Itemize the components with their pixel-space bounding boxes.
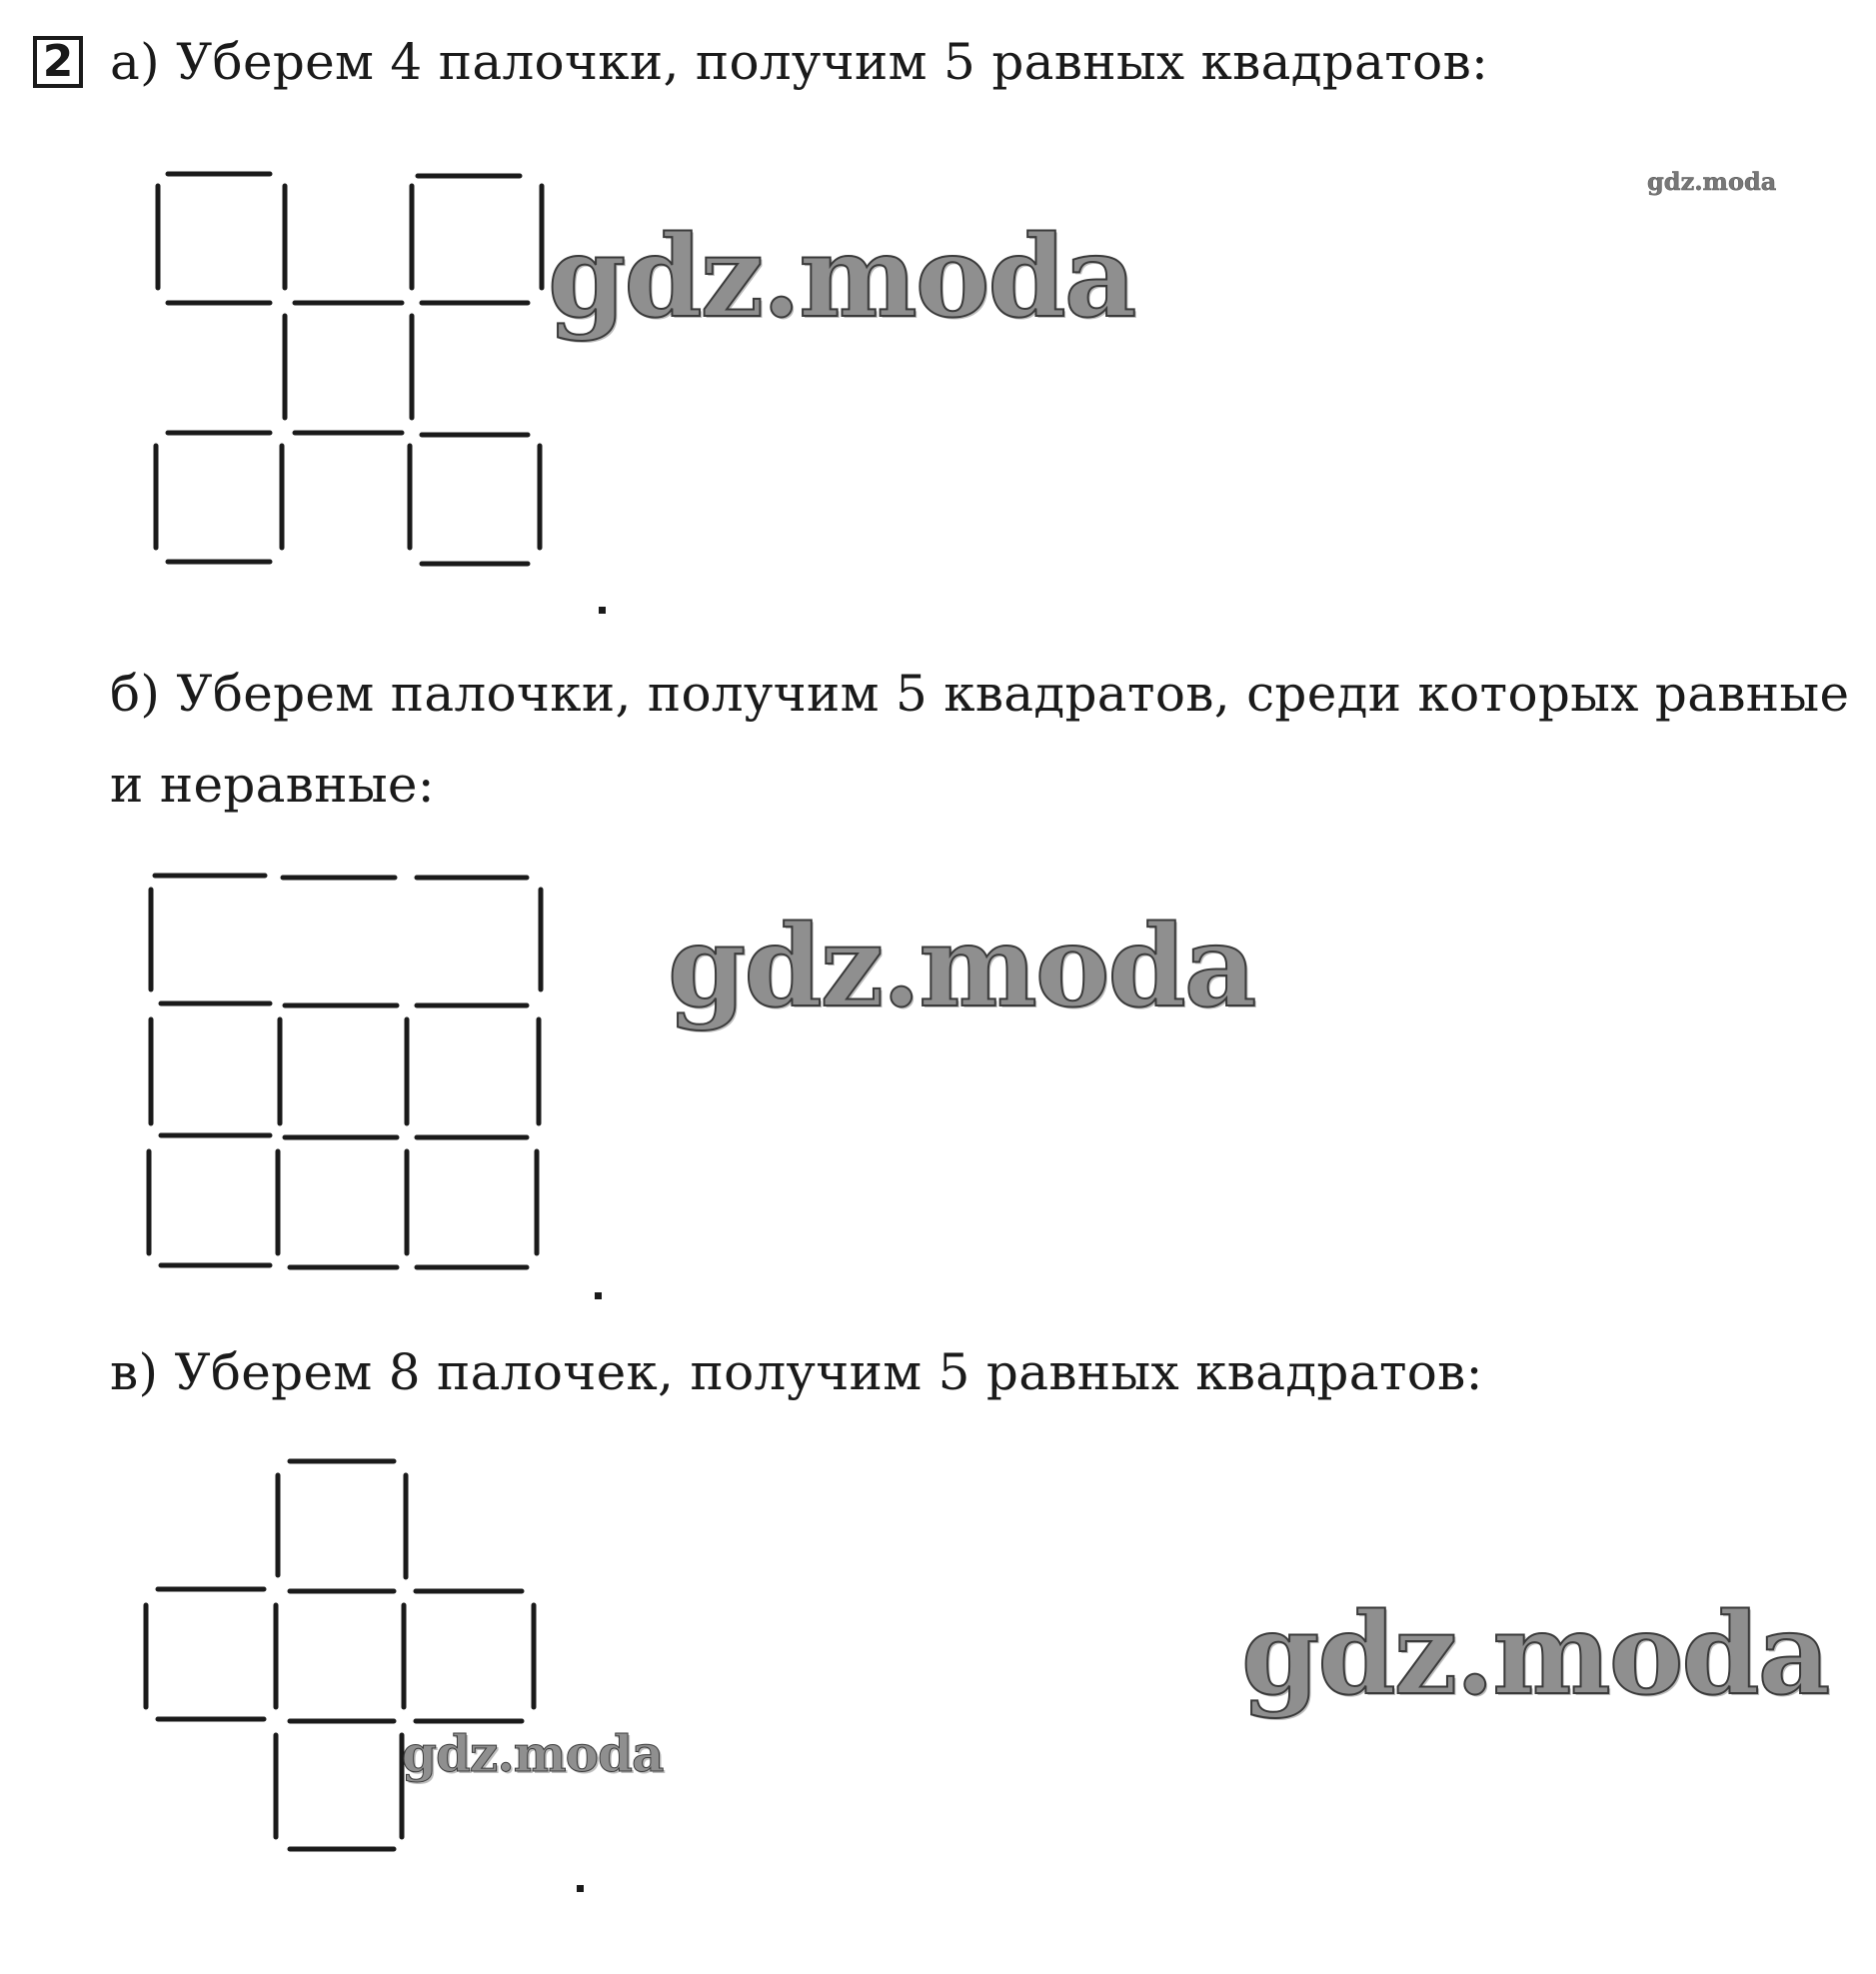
part-b-text-line2: и неравные: [110, 756, 435, 814]
period-a [599, 607, 606, 614]
figure-c-matchsticks [130, 1447, 560, 1877]
watermark-c-small: gdz.moda [402, 1724, 664, 1783]
part-b-text-line1: б) Уберем палочки, получим 5 квадратов, среди которых равные [110, 665, 1850, 723]
task-number: 2 [33, 36, 83, 88]
part-a-text: а) Уберем 4 палочки, получим 5 равных квадратов: [110, 33, 1489, 91]
figure-b-matchsticks [135, 862, 565, 1291]
part-c-text: в) Уберем 8 палочек, получим 5 равных квадратов: [110, 1343, 1483, 1401]
period-b [595, 1292, 602, 1299]
figure-a-matchsticks [140, 160, 560, 590]
watermark-b: gdz.moda [668, 902, 1255, 1032]
watermark-c: gdz.moda [1241, 1589, 1829, 1720]
watermark-a: gdz.moda [548, 212, 1135, 343]
watermark-small-top: gdz.moda [1647, 167, 1777, 196]
period-c [577, 1885, 584, 1892]
